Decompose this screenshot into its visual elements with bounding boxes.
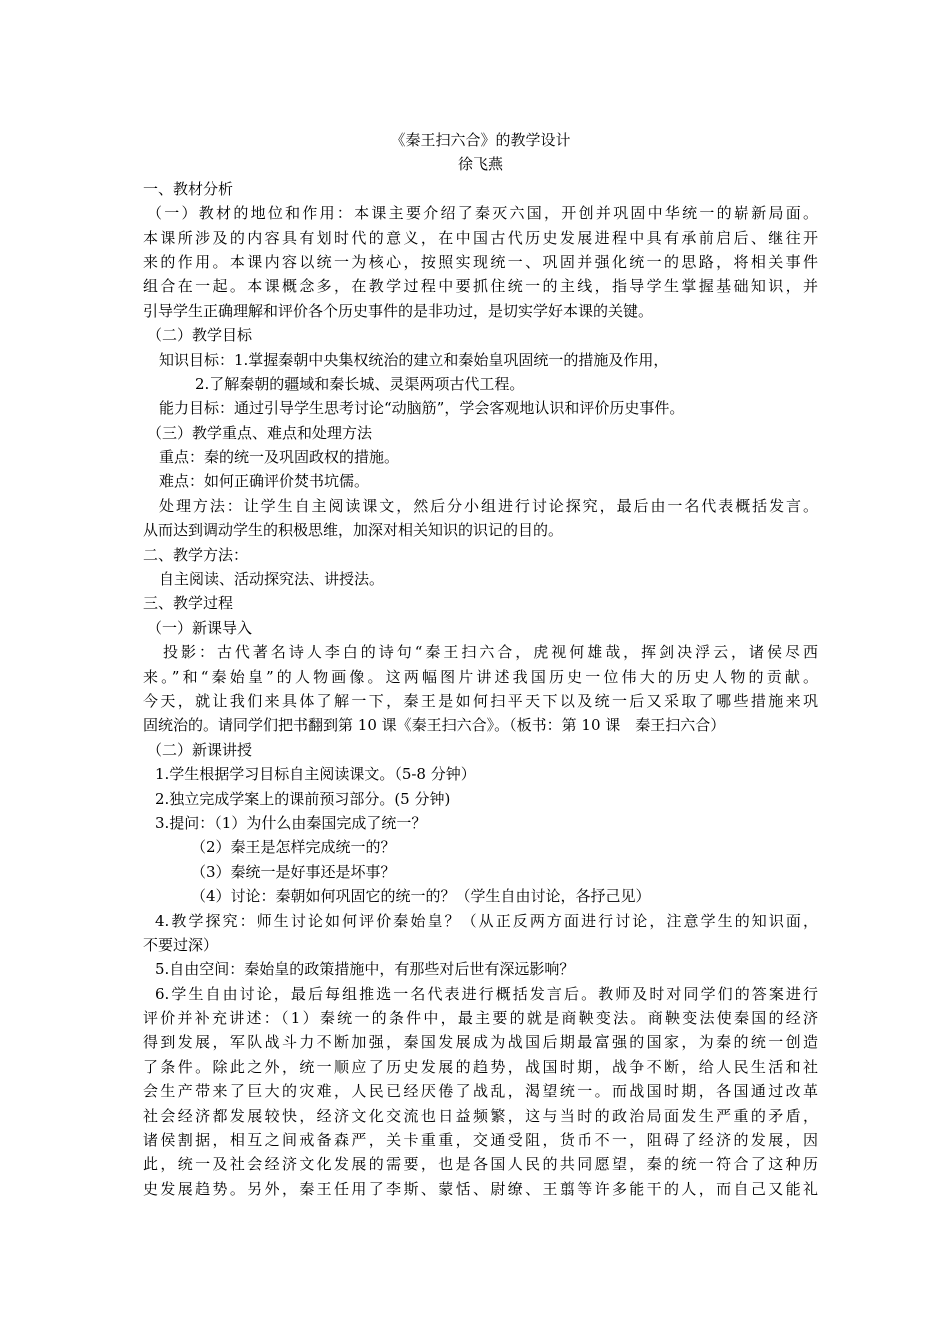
text-line: 处理方法：让学生自主阅读课文，然后分小组进行讨论探究，最后由一名代表概括发言。 <box>159 496 818 515</box>
text-line: 1.学生根据学习目标自主阅读课文。（5-8 分钟） <box>155 765 476 784</box>
text-line: 6.学生自由讨论，最后每组推选一名代表进行概括发言后。教师及时对同学们的答案进行 <box>155 984 818 1003</box>
text-line: 引导学生正确理解和评价各个历史事件的是非功过，是切实学好本课的关键。 <box>143 301 654 320</box>
text-line: （一）教材的地位和作用：本课主要介绍了秦灭六国，开创并巩固中华统一的崭新局面。 <box>147 204 818 223</box>
document-body <box>143 128 818 1201</box>
document-author: 徐飞燕 <box>457 155 503 174</box>
text-line: 诸侯割据，相互之间戒备森严，关卡重重，交通受阻，货币不一，阻碍了经济的发展，因 <box>143 1131 818 1150</box>
text-line: 一、教材分析 <box>143 179 234 198</box>
text-line: 2.了解秦朝的疆域和秦长城、灵渠两项古代工程。 <box>195 374 525 393</box>
text-line: 得到发展，军队战斗力不断加强，秦国发展成为战国后期最富强的国家，为秦的统一创造 <box>143 1033 818 1052</box>
text-line: 难点：如何正确评价焚书坑儒。 <box>159 472 370 491</box>
text-line: 此，统一及社会经济文化发展的需要，也是各国人民的共同愿望，秦的统一符合了这种历 <box>143 1155 818 1174</box>
text-line: 不要过深） <box>143 935 219 954</box>
text-line: （2）秦王是怎样完成统一的？ <box>191 838 396 857</box>
document-text <box>143 177 818 1201</box>
text-line: 重点：秦的统一及巩固政权的措施。 <box>159 448 400 467</box>
text-line: 从而达到调动学生的积极思维，加深对相关知识的识记的目的。 <box>143 521 564 540</box>
text-line: 知识目标：1.掌握秦朝中央集权统治的建立和秦始皇巩固统一的措施及作用， <box>159 350 669 369</box>
text-line: 二、教学方法： <box>143 545 249 564</box>
document-title: 《秦王扫六合》的教学设计 <box>390 131 571 149</box>
text-line: 4.教学探究：师生讨论如何评价秦始皇？（从正反两方面进行讨论，注意学生的知识面， <box>155 911 818 930</box>
text-line: 会生产带来了巨大的灾难，人民已经厌倦了战乱，渴望统一。而战国时期，各国通过改革 <box>143 1082 818 1101</box>
text-line: 来的作用。本课内容以统一为核心，按照实现统一、巩固并强化统一的思路，将相关事件 <box>143 252 818 271</box>
text-line: 三、教学过程 <box>143 594 234 613</box>
text-line: （3）秦统一是好事还是坏事？ <box>191 862 396 881</box>
text-line: 自主阅读、活动探究法、讲授法。 <box>159 570 385 589</box>
text-line: （二）新课讲授 <box>147 740 253 759</box>
text-line: 固统治的。请同学们把书翻到第 10 课《秦王扫六合》。（板书：第 10 课 秦王扫六合） <box>143 716 726 735</box>
text-line: （一）新课导入 <box>147 618 253 637</box>
text-line: （4）讨论：秦朝如何巩固它的统一的？（学生自由讨论，各抒己见） <box>191 887 651 906</box>
text-line: 社会经济都发展较快，经济文化交流也日益频繁，这与当时的政治局面发生严重的矛盾， <box>143 1106 818 1125</box>
text-line: （二）教学目标 <box>147 326 253 345</box>
text-line: （三）教学重点、难点和处理方法 <box>147 423 373 442</box>
text-line: 能力目标：通过引导学生思考讨论“动脑筋”，学会客观地认识和评价历史事件。 <box>159 399 685 418</box>
text-line: 组合在一起。本课概念多，在教学过程中要抓住统一的主线，指导学生掌握基础知识，并 <box>143 277 818 296</box>
text-line: 来。”和“秦始皇”的人物画像。这两幅图片讲述我国历史一位伟大的历史人物的贡献。 <box>143 667 818 686</box>
text-line: 了条件。除此之外，统一顺应了历史发展的趋势，战国时期，战争不断，给人民生活和社 <box>143 1057 818 1076</box>
text-line: 史发展趋势。另外，秦王任用了李斯、蒙恬、尉缭、王翦等许多能干的人，而自己又能礼 <box>143 1179 818 1198</box>
text-line: 投影：古代著名诗人李白的诗句“秦王扫六合，虎视何雄哉，挥剑决浮云，诸侯尽西 <box>163 643 818 662</box>
text-line: 2.独立完成学案上的课前预习部分。(5 分钟) <box>155 789 451 808</box>
text-line: 本课所涉及的内容具有划时代的意义，在中国古代历史发展进程中具有承前启后、继往开 <box>143 228 818 247</box>
text-line: 评价并补充讲述：（1）秦统一的条件中，最主要的就是商鞅变法。商鞅变法使秦国的经济 <box>143 1009 818 1028</box>
text-line: 今天，就让我们来具体了解一下，秦王是如何扫平天下以及统一后又采取了哪些措施来巩 <box>143 691 818 710</box>
text-line: 5.自由空间：秦始皇的政策措施中，有那些对后世有深远影响？ <box>155 960 575 979</box>
text-line: 3.提问：（1）为什么由秦国完成了统一？ <box>155 813 427 832</box>
